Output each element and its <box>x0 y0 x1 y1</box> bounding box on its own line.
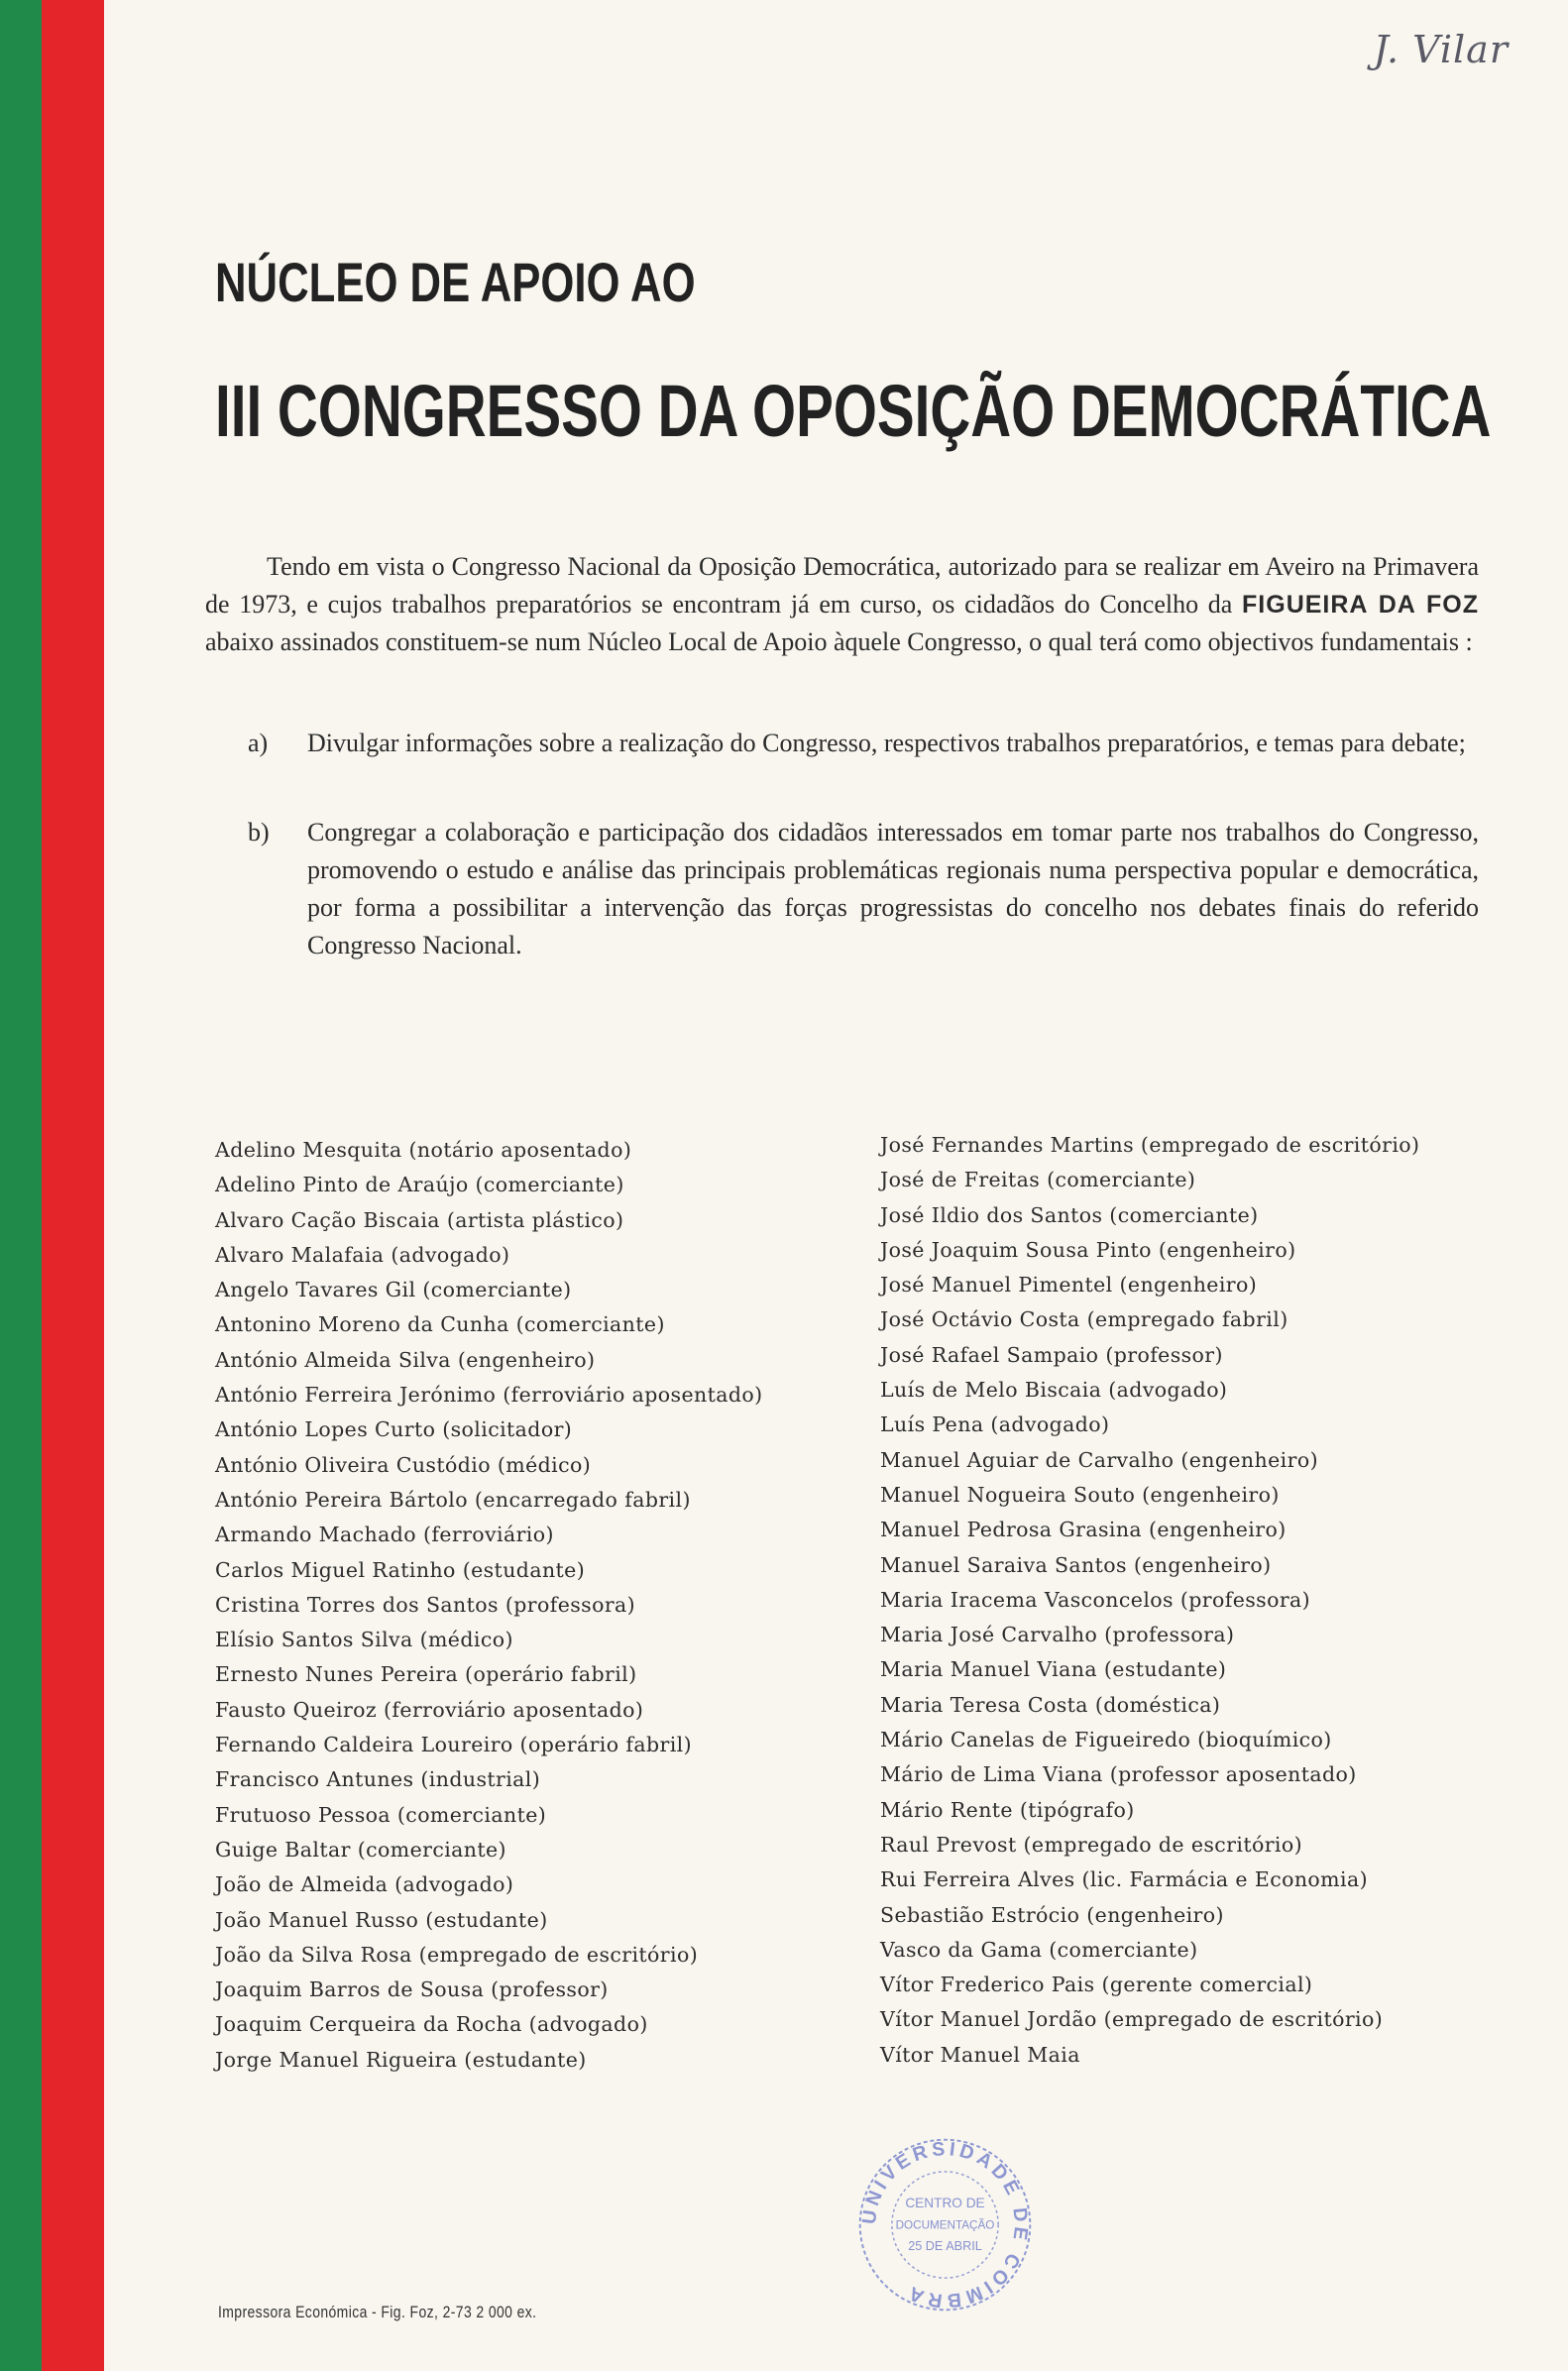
signatory-name: José Fernandes Martins (empregado de escritório) <box>880 1133 1420 1157</box>
signatory-name: Joaquim Cerqueira da Rocha (advogado) <box>215 2012 648 2037</box>
signatory-name: Francisco Antunes (industrial) <box>215 1767 541 1792</box>
signatory-name: António Ferreira Jerónimo (ferroviário aposentado) <box>215 1383 763 1408</box>
signatory-name: José Joaquim Sousa Pinto (engenheiro) <box>880 1237 1296 1262</box>
signatory-name: Vasco da Gama (comerciante) <box>880 1937 1198 1962</box>
signatory-name: José de Freitas (comerciante) <box>880 1168 1196 1192</box>
signatory-name: Rui Ferreira Alves (lic. Farmácia e Economia) <box>880 1867 1368 1892</box>
signatories-right-column <box>880 1128 1419 2073</box>
signatory-name: Luís Pena (advogado) <box>880 1412 1110 1437</box>
signatory-name: Mário Rente (tipógrafo) <box>880 1797 1135 1822</box>
signatory-name: Vítor Manuel Maia <box>880 2042 1080 2067</box>
signatory-name: Cristina Torres dos Santos (professora) <box>215 1592 636 1617</box>
signatory-name: Alvaro Cação Biscaia (artista plástico) <box>215 1207 624 1232</box>
signatory-name: Maria Manuel Viana (estudante) <box>880 1657 1227 1682</box>
signatory-name: Armando Machado (ferroviário) <box>215 1523 554 1547</box>
signatory-name: Mário de Lima Viana (professor aposentado) <box>880 1762 1357 1787</box>
signatory-name: Ernesto Nunes Pereira (operário fabril) <box>215 1662 637 1687</box>
objective-item <box>248 725 1479 762</box>
signatory-name: Sebastião Estrócio (engenheiro) <box>880 1902 1224 1927</box>
title-line-1: NÚCLEO DE APOIO AO <box>215 251 696 313</box>
signatory-name: Vítor Manuel Jordão (empregado de escritório) <box>880 2007 1384 2032</box>
signatory-name: Maria Iracema Vasconcelos (professora) <box>880 1587 1311 1612</box>
signatory-name: Frutuoso Pessoa (comerciante) <box>215 1802 547 1827</box>
signatory-name: Jorge Manuel Rigueira (estudante) <box>215 2047 587 2072</box>
signatory-name: José Octávio Costa (empregado fabril) <box>880 1307 1288 1332</box>
signatory-name: Antonino Moreno da Cunha (comerciante) <box>215 1312 665 1337</box>
intro-text-start: Tendo em vista o Congresso Nacional da Oposição Democrática, autorizado para se realizar em Aveiro na Primavera de 1973, e cujos trabalhos preparatórios se encontram já em curso, os cidadãos do Concelho da <box>205 552 1479 619</box>
signatory-name: Manuel Aguiar de Carvalho (engenheiro) <box>880 1447 1318 1472</box>
stamp-ring-text: UNIVERSIDADE DE COIMBRA <box>857 2137 1033 2313</box>
poster-page <box>104 0 1568 2371</box>
archive-stamp <box>848 2128 1042 2321</box>
signatory-name: Joaquim Barros de Sousa (professor) <box>215 1977 609 2002</box>
stamp-line-3: 25 DE ABRIL <box>908 2238 982 2253</box>
signatory-name: Fausto Queiroz (ferroviário aposentado) <box>215 1697 644 1722</box>
signatory-name: António Almeida Silva (engenheiro) <box>215 1347 596 1372</box>
signatory-name: João de Almeida (advogado) <box>215 1872 514 1897</box>
signatory-name: Luís de Melo Biscaia (advogado) <box>880 1378 1228 1403</box>
signatory-name: Manuel Saraiva Santos (engenheiro) <box>880 1552 1272 1577</box>
stamp-line-2: DOCUMENTAÇÃO <box>895 2218 995 2232</box>
signatory-name: Manuel Nogueira Souto (engenheiro) <box>880 1482 1280 1507</box>
signatory-name: Raul Prevost (empregado de escritório) <box>880 1832 1303 1857</box>
signatory-name: Maria José Carvalho (professora) <box>880 1623 1235 1647</box>
objective-item <box>248 814 1479 964</box>
green-stripe <box>0 0 42 2371</box>
signatory-name: Adelino Mesquita (notário aposentado) <box>215 1138 632 1162</box>
signatory-name: José Ildio dos Santos (comerciante) <box>880 1202 1259 1227</box>
handwritten-annotation: J. Vilar <box>1373 28 1509 71</box>
signatory-name: António Pereira Bártolo (encarregado fabril) <box>215 1487 691 1512</box>
printer-imprint: Impressora Económica - Fig. Foz, 2-73 2 000 ex. <box>218 2303 537 2321</box>
signatory-name: Mário Canelas de Figueiredo (bioquímico) <box>880 1728 1332 1752</box>
signatory-name: João Manuel Russo (estudante) <box>215 1907 548 1932</box>
intro-paragraph <box>205 548 1479 661</box>
signatory-name: António Lopes Curto (solicitador) <box>215 1417 573 1442</box>
signatory-name: Vítor Frederico Pais (gerente comercial) <box>880 1973 1313 1997</box>
signatory-name: António Oliveira Custódio (médico) <box>215 1452 592 1477</box>
red-stripe <box>42 0 104 2371</box>
signatory-name: Angelo Tavares Gil (comerciante) <box>215 1278 572 1302</box>
signatory-name: José Rafael Sampaio (professor) <box>880 1342 1223 1367</box>
signatory-name: Elísio Santos Silva (médico) <box>215 1628 513 1652</box>
signatory-name: Guige Baltar (comerciante) <box>215 1837 506 1862</box>
objective-letter: a) <box>248 729 269 757</box>
intro-text-end: abaixo assinados constituem-se num Núcleo Local de Apoio àquele Congresso, o qual terá como objectivos fundamentais : <box>205 627 1473 656</box>
objective-text: Congregar a colaboração e participação dos cidadãos interessados em tomar parte nos trabalhos do Congresso, promovendo o estudo e análise das principais problemáticas regionais numa perspectiva popular e democrática, por forma a possibilitar a intervenção das forças progressistas do concelho nos debates finais do referido Congresso Nacional. <box>307 818 1479 960</box>
signatory-name: Alvaro Malafaia (advogado) <box>215 1242 510 1267</box>
objective-letter: b) <box>248 818 270 847</box>
stamp-line-1: CENTRO DE <box>905 2195 985 2210</box>
objective-text: Divulgar informações sobre a realização do Congresso, respectivos trabalhos preparatórios, e temas para debate; <box>307 729 1466 757</box>
signatory-name: Carlos Miguel Ratinho (estudante) <box>215 1557 586 1582</box>
signatory-name: Manuel Pedrosa Grasina (engenheiro) <box>880 1518 1287 1542</box>
signatory-name: Maria Teresa Costa (doméstica) <box>880 1692 1221 1717</box>
signatories-left-column <box>215 1133 763 2078</box>
signatory-name: Fernando Caldeira Loureiro (operário fabril) <box>215 1733 693 1757</box>
signatory-name: José Manuel Pimentel (engenheiro) <box>880 1273 1258 1298</box>
intro-place-name: FIGUEIRA DA FOZ <box>1242 591 1479 619</box>
signatory-name: João da Silva Rosa (empregado de escritório) <box>215 1942 699 1967</box>
signatory-name: Adelino Pinto de Araújo (comerciante) <box>215 1173 624 1197</box>
title-line-2: III CONGRESSO DA OPOSIÇÃO DEMOCRÁTICA <box>215 370 1492 452</box>
